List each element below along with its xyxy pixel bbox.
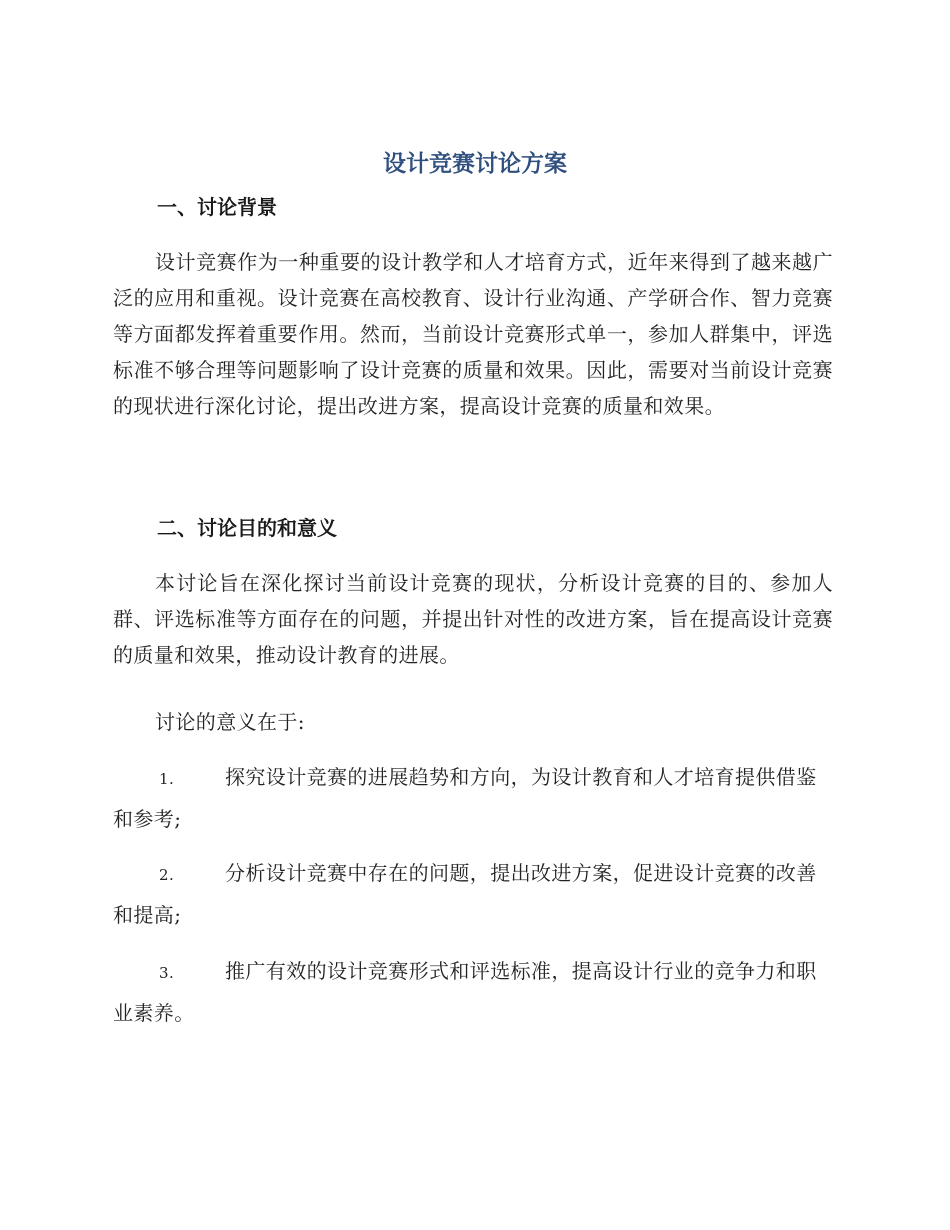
list-number: 1. <box>159 770 175 788</box>
list-item-text: 分析设计竞赛中存在的问题，提出改进方案，促进设计竞赛的改善和提高; <box>113 861 817 927</box>
significance-intro: 讨论的意义在于: <box>155 710 305 734</box>
list-number: 3. <box>159 964 175 982</box>
section-heading-background: 一、讨论背景 <box>157 195 277 219</box>
list-item <box>113 757 833 839</box>
list-item <box>113 951 833 1033</box>
list-item-text: 探究设计竞赛的进展趋势和方向，为设计教育和人才培育提供借鉴和参考; <box>113 765 817 831</box>
purpose-paragraph: 本讨论旨在深化探讨当前设计竞赛的现状，分析设计竞赛的目的、参加人群、评选标准等方面存在的问题，并提出针对性的改进方案，旨在提高设计竞赛的质量和效果，推动设计教育的进展。 <box>113 571 833 667</box>
section-heading-purpose: 二、讨论目的和意义 <box>157 516 337 540</box>
list-number: 2. <box>159 866 175 884</box>
list-item-text: 推广有效的设计竞赛形式和评选标准，提高设计行业的竞争力和职业素养。 <box>113 959 817 1025</box>
background-paragraph: 设计竞赛作为一种重要的设计教学和人才培育方式，近年来得到了越来越广泛的应用和重视。设计竞赛在高校教育、设计行业沟通、产学研合作、智力竞赛等方面都发挥着重要作用。然而，当前设计竞赛形式单一，参加人群集中，评选标准不够合理等问题影响了设计竞赛的质量和效果。因此，需要对当前设计竞赛的现状进行深化讨论，提出改进方案，提高设计竞赛的质量和效果。 <box>113 250 833 418</box>
document-title: 设计竞赛讨论方案 <box>383 151 567 177</box>
list-item <box>113 853 833 935</box>
